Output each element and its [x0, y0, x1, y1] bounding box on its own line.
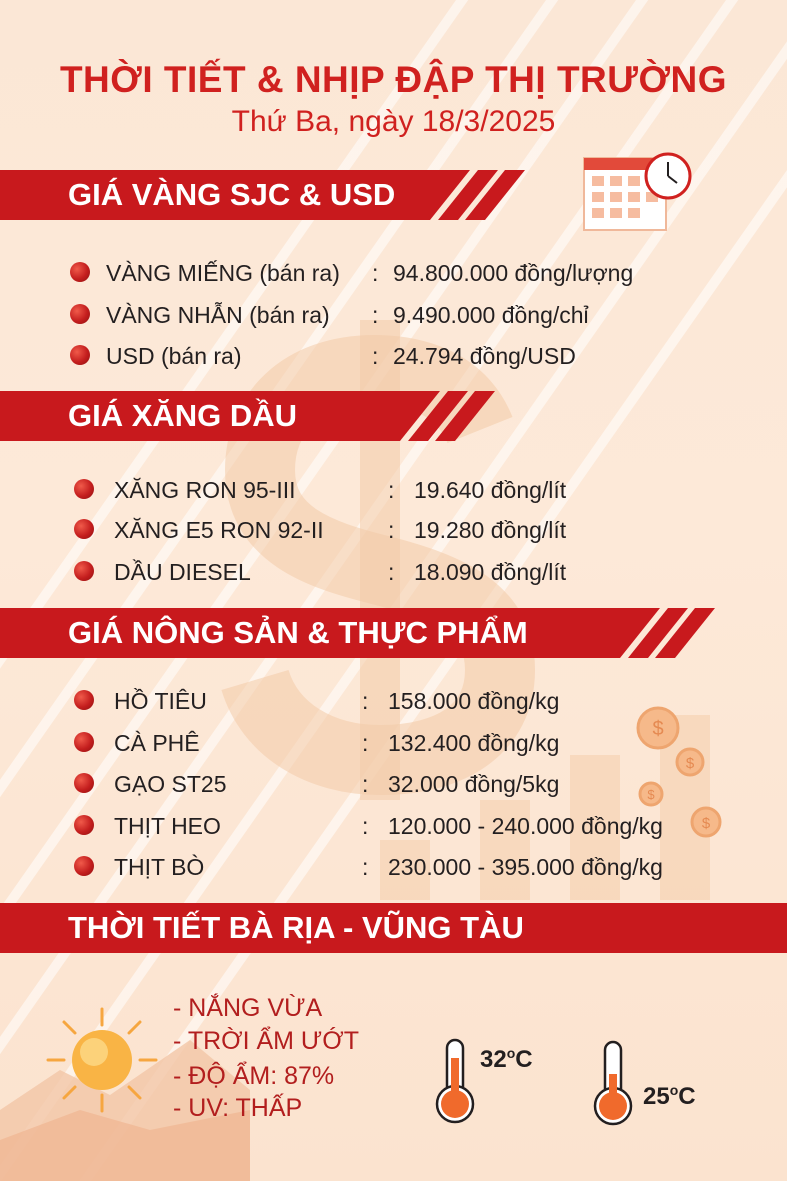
bullet-icon: [74, 732, 94, 752]
section-title-fuel: GIÁ XĂNG DẦU: [68, 398, 298, 433]
svg-text:$: $: [652, 718, 664, 740]
infographic-page: $ $ $ $ THỜI TIẾT & NHỊP ĐẬP THỊ TRƯỜNG Thứ Ba, ngày 18/3/2025 GIÁ VÀNG SJC & USD VÀNG MIẾNG (bán ra) : 94.800.000 đồng/lượng VÀNG NHẪN (bán ra) : 9.490.000 đồng/chỉ USD (bán ra) : 24.794 đồng/USD GIÁ XĂNG DẦU XĂNG RON 95-III : 19.640 đồng/lít XĂNG E5 RON 92-II : 19.280 đồng/lít DẦU DIESEL : 18.090 đồng/lít GIÁ NÔNG SẢN & THỰC PHẨM HỒ TIÊU : 158.000 đồng/kg CÀ PHÊ : 132.400 đồng/kg GẠO ST25 : 32.000 đồng/5kg THỊT HEO : 120.000 - 240.000 đồng/kg THỊT BÒ : 230.000 - 395.000 đồng/kg THỜI TIẾT BÀ RỊA - VŨNG TÀU - NẮNG VỪA - TRỜI ẨM ƯỚT - ĐỘ ẨM: 87% - UV: THẤP 32$^o$C 25$^o$C: [0, 0, 787, 1181]
temperature-low: 25$^o$C: [643, 1082, 696, 1110]
bullet-icon: [70, 262, 90, 282]
weather-condition: - TRỜI ẨM ƯỚT: [173, 1027, 359, 1055]
svg-text:$: $: [701, 815, 711, 832]
page-date: Thứ Ba, ngày 18/3/2025: [231, 105, 556, 138]
section-title-weather: THỜI TIẾT BÀ RỊA - VŨNG TÀU: [68, 910, 524, 945]
svg-text:$: $: [647, 787, 655, 802]
bullet-icon: [74, 690, 94, 710]
weather-condition: - ĐỘ ẨM: 87%: [173, 1062, 335, 1090]
weather-condition: - UV: THẤP: [173, 1094, 303, 1122]
thermometer-low-icon: [590, 1040, 636, 1126]
bullet-icon: [70, 304, 90, 324]
page-title: THỜI TIẾT & NHỊP ĐẬP THỊ TRƯỜNG: [59, 59, 728, 100]
temperature-high: 32$^o$C: [480, 1045, 533, 1073]
thermometer-high-icon: [432, 1038, 478, 1124]
bullet-icon: [74, 815, 94, 835]
bullet-icon: [74, 479, 94, 499]
header: [0, 58, 787, 142]
bullet-icon: [74, 561, 94, 581]
bullet-icon: [70, 345, 90, 365]
bullet-icon: [74, 519, 94, 539]
calendar-clock-icon: [578, 150, 698, 240]
sun-icon: [42, 1005, 162, 1115]
weather-condition: - NẮNG VỪA: [173, 994, 323, 1022]
section-title-gold: GIÁ VÀNG SJC & USD: [68, 177, 396, 212]
svg-text:$: $: [685, 755, 695, 772]
section-title-food: GIÁ NÔNG SẢN & THỰC PHẨM: [68, 615, 528, 650]
bullet-icon: [74, 856, 94, 876]
bullet-icon: [74, 773, 94, 793]
